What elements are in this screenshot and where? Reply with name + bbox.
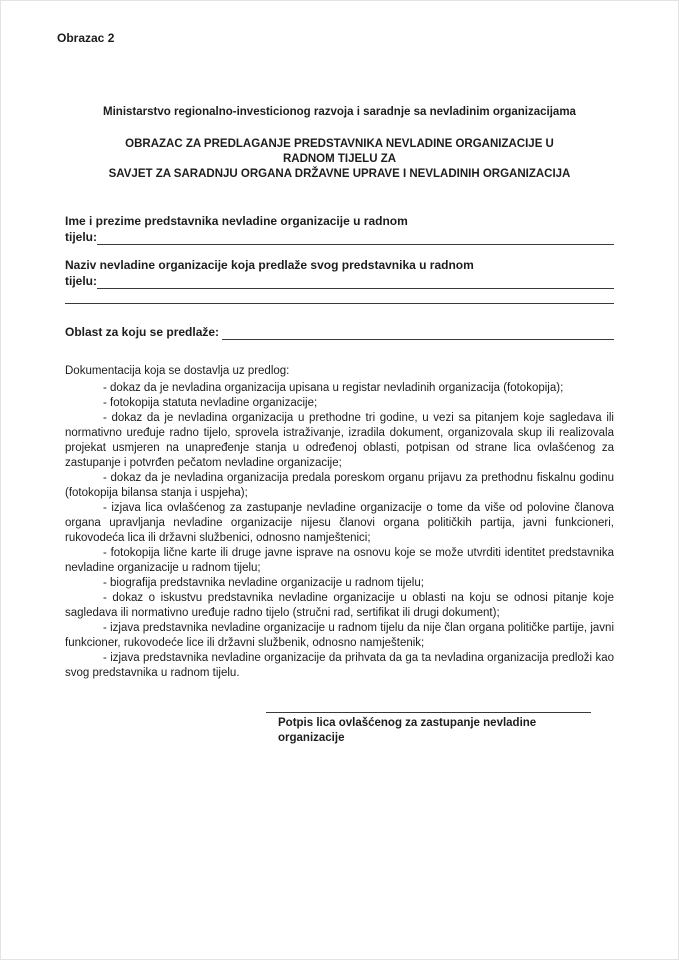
representative-name-blank-line: [97, 231, 614, 245]
doc-list-item: - dokaz o iskustvu predstavnika nevladine organizacije u oblasti na koju se odnosi pitanje koje sagledava ili normativno uređuje radno tijelo (stručni rad, sertifikat ili drugi dokument);: [65, 592, 614, 619]
doc-list-item: - dokaz da je nevladina organizacija upisana u registar nevladinih organizacija (fotokopija);: [103, 382, 564, 394]
doc-list-item: - biografija predstavnika nevladine organizacije u radnom tijelu;: [103, 577, 424, 589]
ministry-heading: Ministarstvo regionalno-investicionog razvoja i saradnje sa nevladinim organizacijama: [103, 106, 576, 118]
doc-list-item: - izjava predstavnika nevladine organizacije u radnom tijelu da nije član organa političke partije, javni funkcioner, rukovodeće lice ili državni službenik, odnosno namještenik;: [65, 622, 614, 649]
organization-name-label-line1: Naziv nevladine organizacije koja predlaže svog predstavnika u radnom: [65, 258, 474, 272]
form-number-label: Obrazac 2: [57, 31, 115, 45]
documentation-intro: Dokumentacija koja se dostavlja uz predlog:: [65, 365, 290, 377]
form-title-line-1: OBRAZAC ZA PREDLAGANJE PREDSTAVNIKA NEVLADINE ORGANIZACIJE U: [125, 138, 554, 150]
organization-name-blank-line-2: [65, 289, 614, 304]
signature-block: [65, 701, 614, 746]
signature-caption: Potpis lica ovlašćenog za zastupanje nevladine organizacije: [278, 717, 537, 744]
representative-name-label-line2: tijelu:: [65, 230, 97, 244]
representative-name-entry-line: [65, 229, 614, 245]
organization-name-blank-line: [97, 275, 614, 289]
doc-list-item: - izjava predstavnika nevladine organizacije da prihvata da ga ta nevladina organizacija predloži kao svog predstavnika u radnom tijelu.: [65, 652, 614, 679]
field-organization-name: [65, 257, 614, 304]
form-title-line-2: RADNOM TIJELU ZA: [282, 153, 397, 165]
organization-name-entry-line: [65, 273, 614, 289]
doc-list-item: - dokaz da je nevladina organizacija predala poreskom organu prijavu za prethodnu fiskalnu godinu (fotokopija bilansa stanja i uspjeha);: [65, 472, 614, 499]
organization-name-label-line2: tijelu:: [65, 274, 97, 288]
doc-list-item: - dokaz da je nevladina organizacija u prethodne tri godine, u vezi sa pitanjem koje sagledava ili normativno uređuje radno tijelo, sprovela istraživanje, izradila dokument, organizovala skup ili realizovala projekat usmjeren na unapređenje stanja u određenoj oblasti, potpisan od strane lica ovlašćenog za zastupanje i potvrđen pečatom nevladine organizacije;: [65, 412, 614, 469]
signature-blank-line: [266, 701, 591, 713]
field-representative-name: [65, 213, 614, 245]
doc-list-item: - fotokopija lične karte ili druge javne isprave na osnovu koje se može utvrditi identitet predstavnika nevladine organizacije u radnom tijelu;: [65, 547, 614, 574]
doc-list-item: - izjava lica ovlašćenog za zastupanje nevladine organizacije o tome da više od polovine članova organa upravljanja nevladine organizacije nijesu članovi organa političkih partija, javni funkcioneri, rukovodeća lica ili državni službenici, odnosno namještenici;: [65, 502, 614, 544]
document-page: [1, 1, 678, 746]
form-title-line-3: SAVJET ZA SARADNJU ORGANA DRŽAVNE UPRAVE I NEVLADINIH ORGANIZACIJA: [108, 168, 571, 180]
documentation-list: [65, 381, 614, 681]
area-blank-line: [222, 326, 614, 340]
form-title: [65, 137, 614, 182]
representative-name-label-line1: Ime i prezime predstavnika nevladine organizacije u radnom: [65, 214, 408, 228]
doc-list-item: - fotokopija statuta nevladine organizacije;: [103, 397, 318, 409]
area-label: Oblast za koju se predlaže:: [65, 325, 223, 339]
field-area: [65, 324, 614, 340]
area-entry-line: [65, 324, 614, 340]
